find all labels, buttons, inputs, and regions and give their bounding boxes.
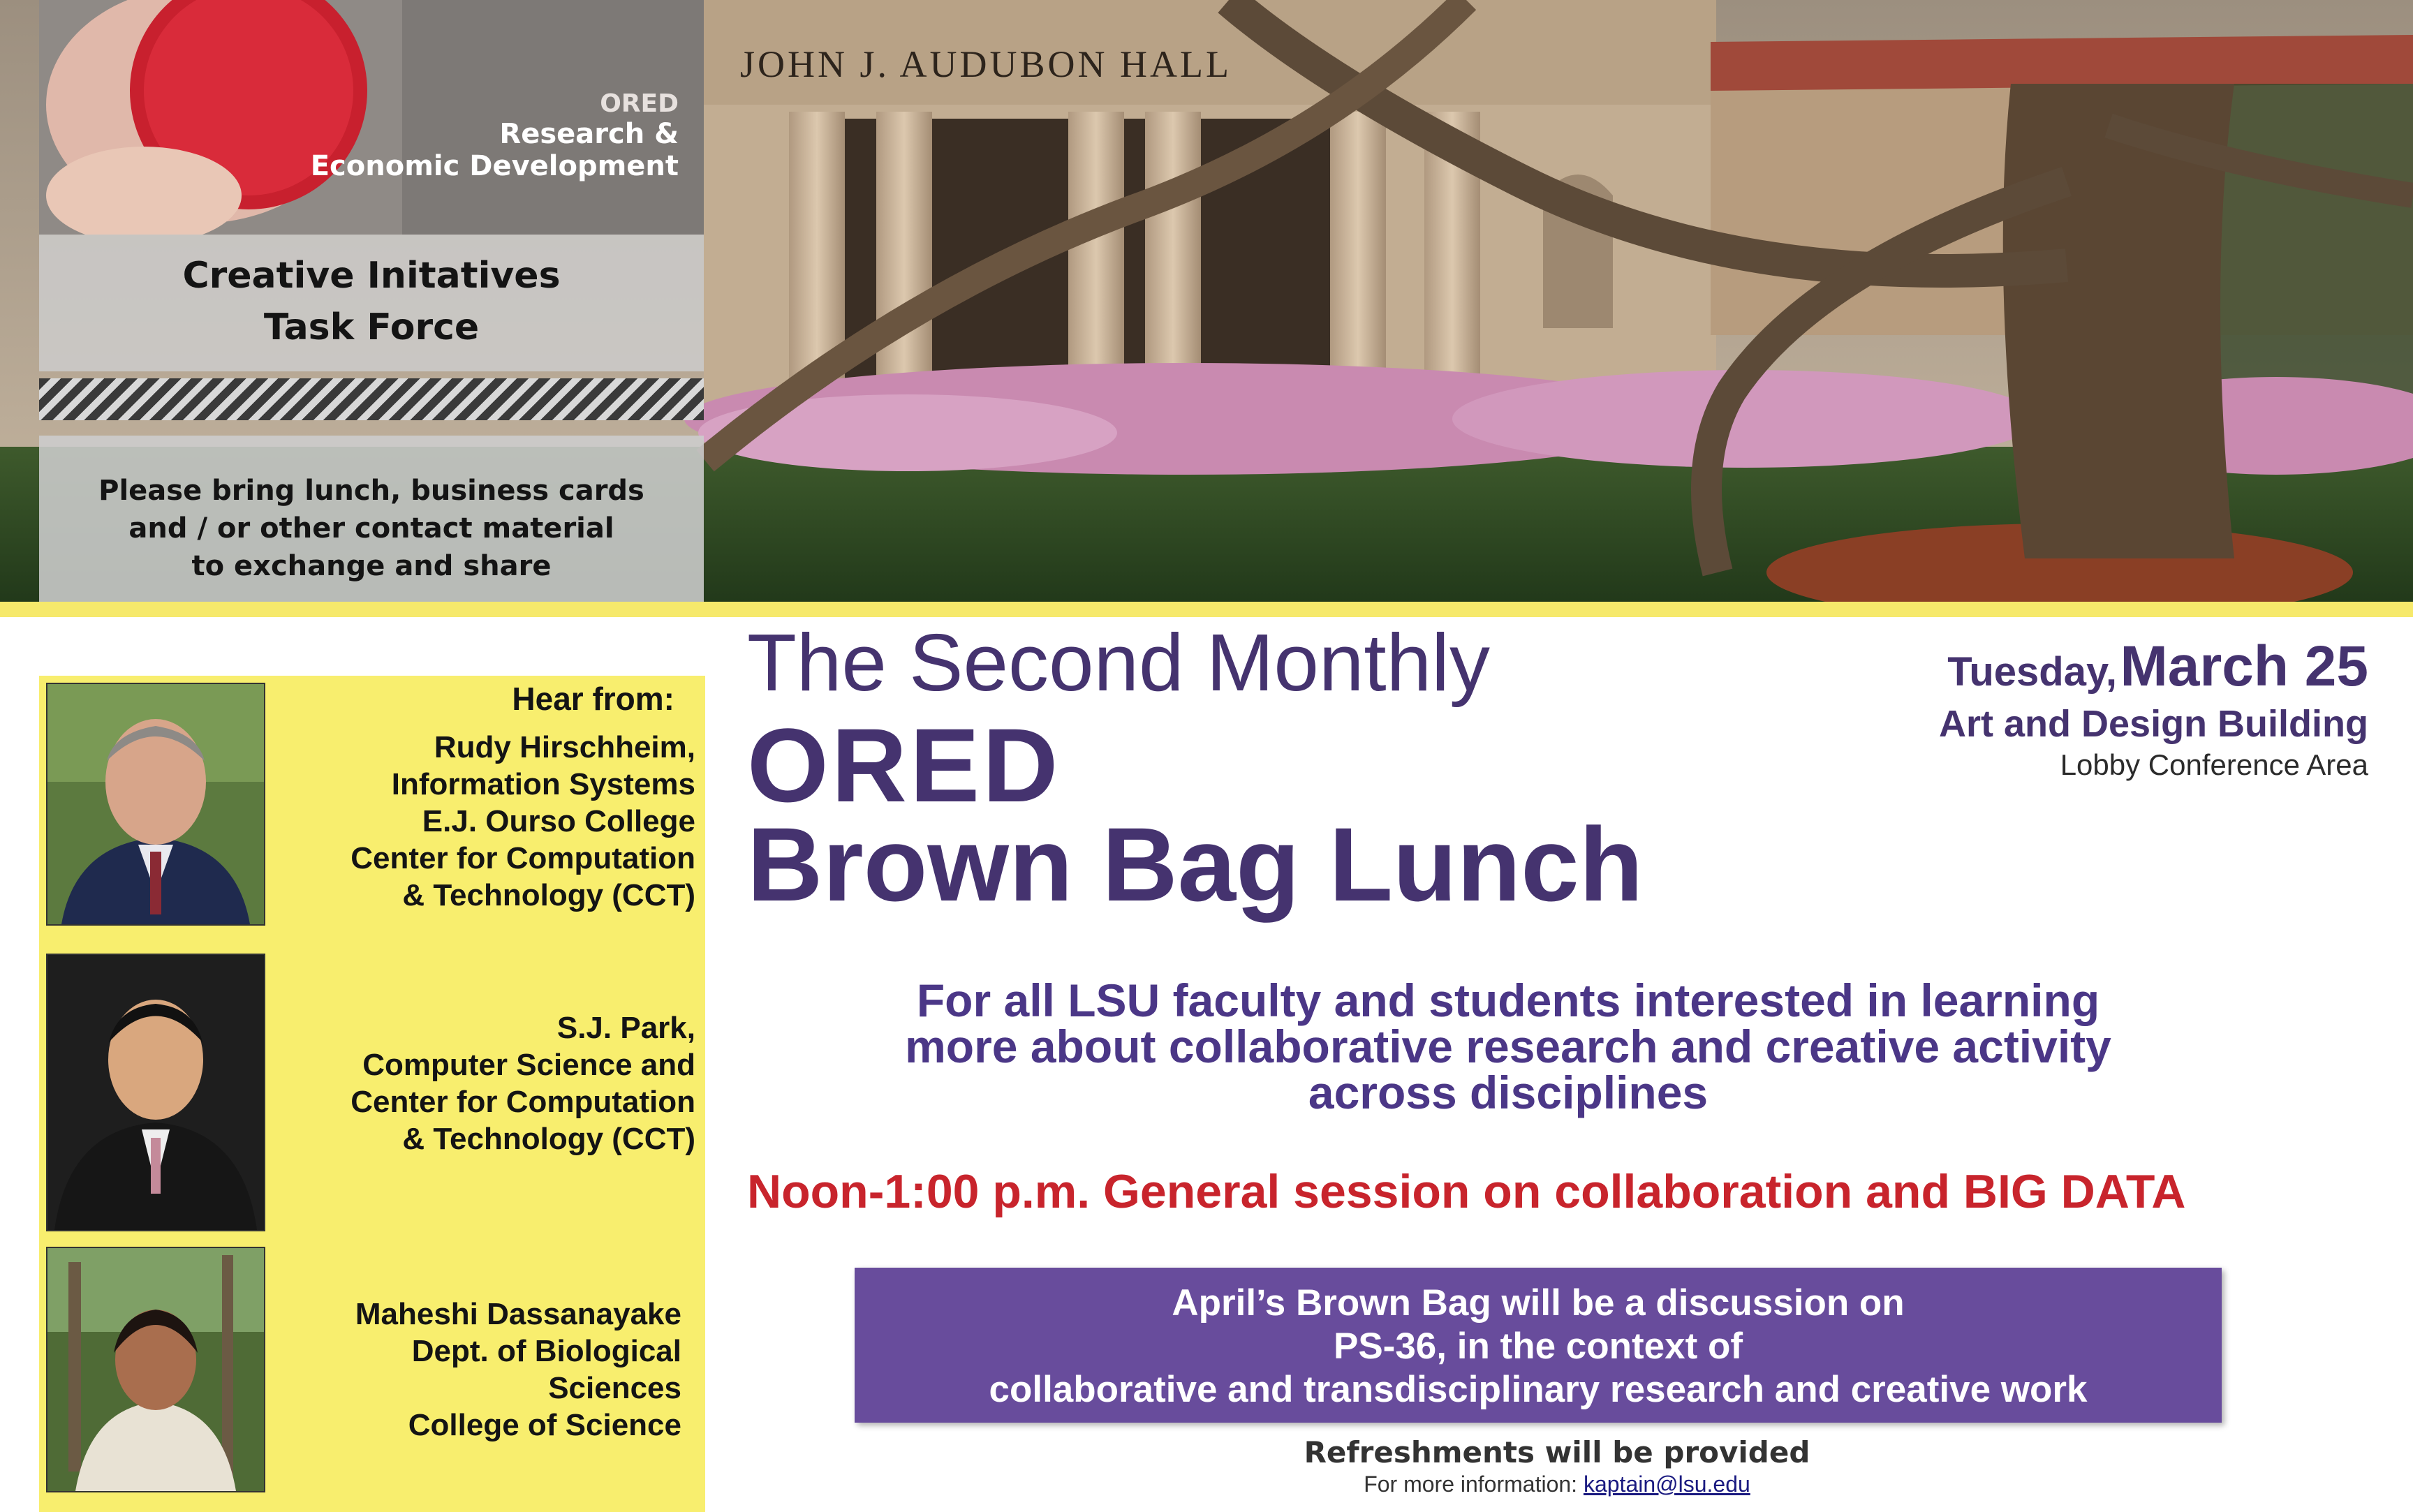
speaker-park-line2: Computer Science and	[362, 1048, 695, 1082]
building-inscription: JOHN J. AUDUBON HALL	[740, 43, 1232, 85]
bring-line3: to exchange and share	[191, 550, 552, 582]
event-date: March 25	[2120, 635, 2368, 698]
speaker-maheshi-line1: Maheshi Dassanayake	[355, 1297, 681, 1331]
speaker-rudy-info	[350, 729, 695, 914]
task-force-line1: Creative Initatives	[182, 255, 561, 297]
bring-lunch-note	[39, 436, 704, 602]
speaker-rudy-line4: Center for Computation	[350, 841, 695, 875]
speaker-park-info	[350, 1009, 695, 1157]
speaker-park-line3: Center for Computation	[350, 1085, 695, 1119]
speaker-maheshi-info	[355, 1296, 681, 1444]
yellow-divider	[0, 602, 2413, 617]
speaker-park-line1: S.J. Park,	[556, 1011, 695, 1045]
refreshments-note: Refreshments will be provided	[1304, 1435, 1810, 1469]
bring-line2: and / or other contact material	[128, 512, 614, 544]
speaker-rudy-line3: E.J. Ourso College	[422, 804, 695, 838]
speaker-photo-rudy	[46, 683, 265, 926]
speaker-rudy-line1: Rudy Hirschheim,	[434, 730, 695, 764]
april-line2: PS-36, in the context of	[1333, 1326, 1743, 1367]
speakers-column	[39, 676, 705, 1512]
speaker-maheshi-line4: College of Science	[408, 1408, 681, 1442]
ored-logo	[311, 89, 679, 182]
title-second-monthly: The Second Monthly	[747, 617, 1490, 708]
session-time: Noon-1:00 p.m. General session on collaboration and BIG DATA	[747, 1165, 2186, 1218]
contact-email-link[interactable]: kaptain@lsu.edu	[1583, 1472, 1750, 1497]
april-announcement-box	[855, 1268, 2222, 1423]
ored-logo-abbrev: ORED	[600, 89, 679, 118]
more-info-line	[1047, 1472, 2067, 1497]
audience-line3: across disciplines	[1308, 1067, 1709, 1118]
event-day: Tuesday,	[1947, 649, 2118, 695]
speaker-photo-maheshi	[46, 1247, 265, 1492]
ored-logo-line3: Economic Development	[310, 150, 679, 183]
audience-line2: more about collaborative research and creative activity	[905, 1021, 2111, 1072]
hear-from-heading: Hear from:	[512, 681, 674, 717]
audience-description	[754, 974, 2262, 1118]
speaker-photo-sj-park	[46, 954, 265, 1231]
speaker-maheshi-line3: Sciences	[548, 1371, 681, 1405]
bring-line1: Please bring lunch, business cards	[98, 475, 644, 507]
april-line1: April’s Brown Bag will be a discussion on	[1172, 1282, 1905, 1324]
speaker-maheshi-line2: Dept. of Biological	[411, 1334, 681, 1368]
april-line3: collaborative and transdisciplinary research and creative work	[989, 1369, 2088, 1410]
title-brown-bag-lunch: Brown Bag Lunch	[747, 806, 1644, 923]
ored-side-panel	[39, 0, 704, 602]
speaker-rudy-line5: & Technology (CCT)	[402, 878, 695, 912]
task-force-title	[39, 235, 704, 371]
hatch-divider	[39, 378, 704, 420]
more-info-label: For more information:	[1364, 1472, 1578, 1497]
speaker-park-line4: & Technology (CCT)	[402, 1122, 695, 1156]
task-force-line2: Task Force	[263, 306, 480, 348]
event-area: Lobby Conference Area	[2060, 748, 2368, 781]
title-ored: ORED	[747, 706, 1061, 824]
event-details	[1939, 634, 2368, 782]
ored-logo-line2: Research &	[499, 118, 679, 151]
speaker-rudy-line2: Information Systems	[391, 767, 695, 801]
event-building: Art and Design Building	[1939, 703, 2368, 745]
audience-line1: For all LSU faculty and students interested in learning	[916, 974, 2100, 1026]
